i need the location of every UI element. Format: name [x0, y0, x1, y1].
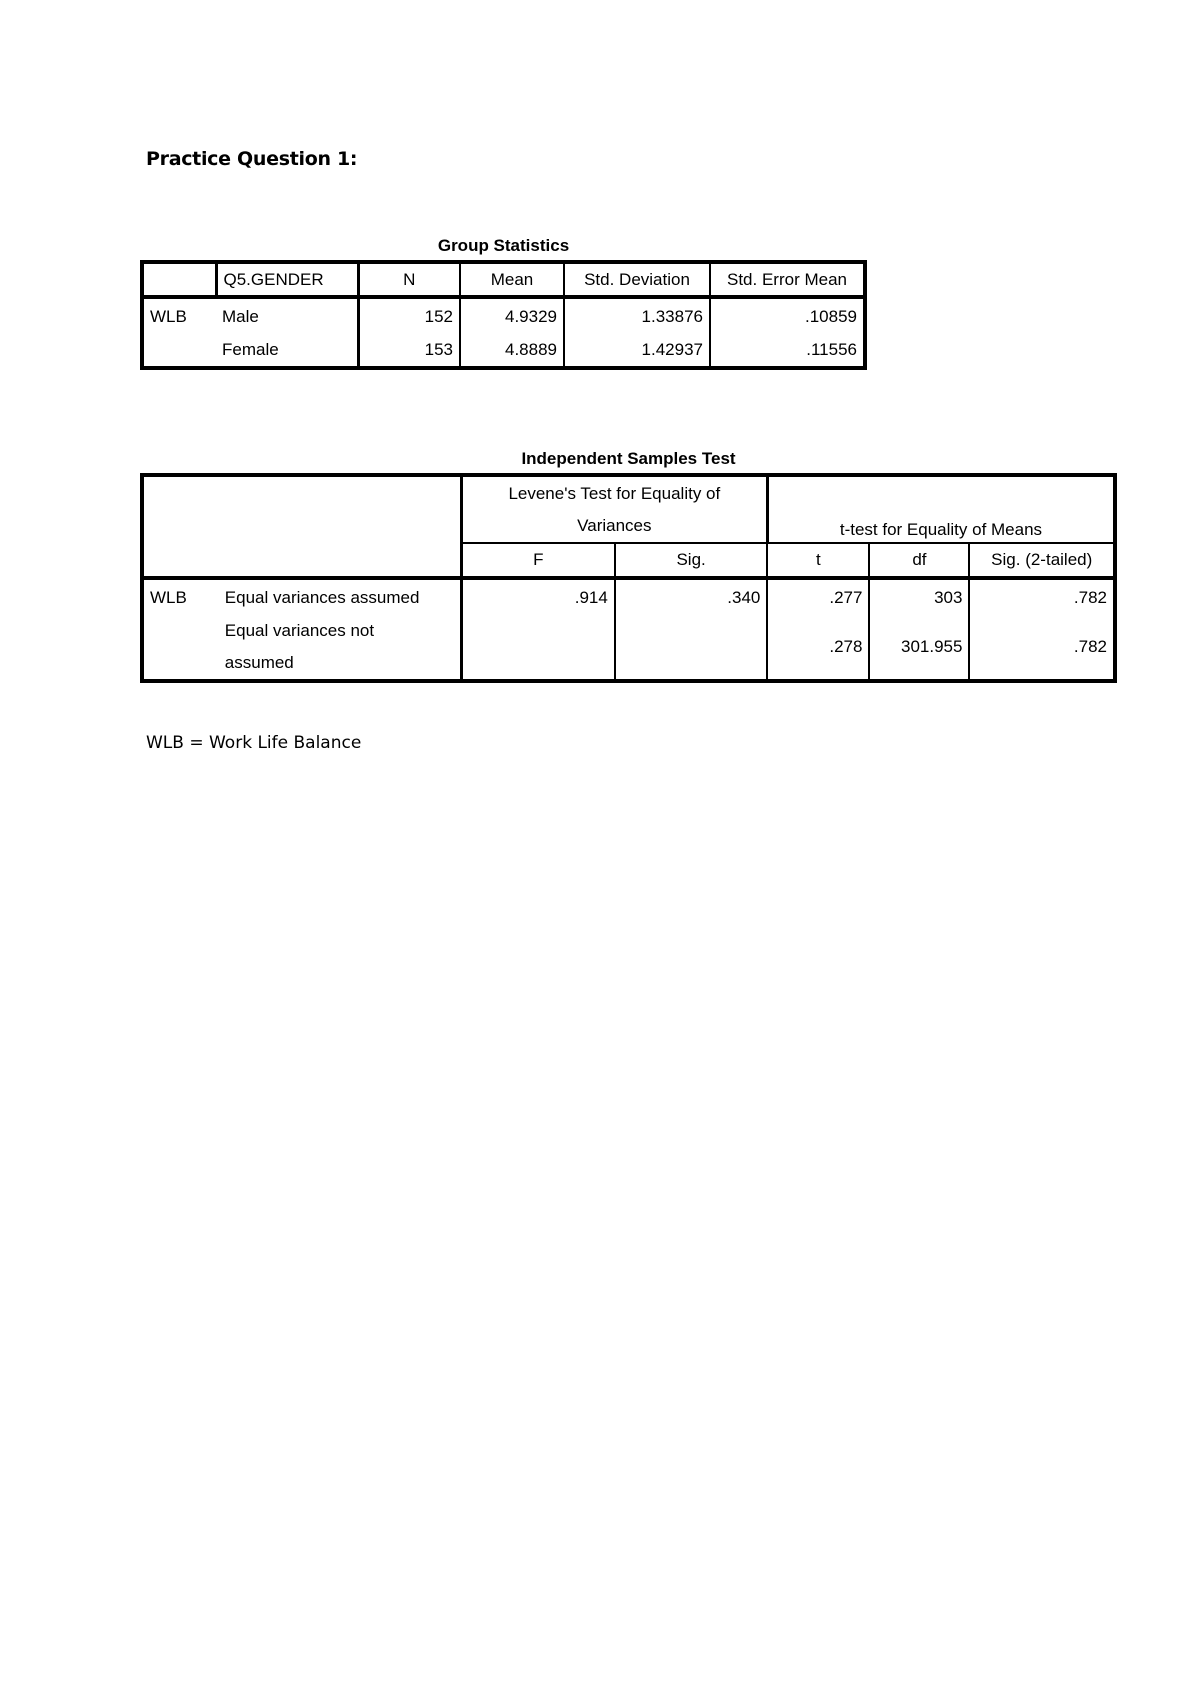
levene-header: Levene's Test for Equality of Variances — [461, 475, 767, 543]
mean-cell: 4.8889 — [460, 334, 564, 368]
independent-samples-test-title: Independent Samples Test — [521, 449, 736, 468]
group-cell: Male — [222, 306, 259, 326]
n-cell: 153 — [358, 334, 460, 368]
page-title: Practice Question 1: — [146, 148, 358, 170]
sig-cell — [615, 615, 768, 681]
footnote: WLB = Work Life Balance — [146, 733, 362, 753]
std-err-cell: .10859 — [710, 297, 865, 334]
table-row — [142, 297, 865, 334]
variable-cell — [142, 615, 219, 681]
subheader-cell: df — [869, 543, 969, 578]
header-cell: Mean — [460, 262, 564, 297]
std-dev-cell: 1.33876 — [564, 297, 710, 334]
header-cell: Std. Error Mean — [710, 262, 865, 297]
group-header-row — [142, 475, 1115, 543]
header-cell — [142, 262, 216, 297]
row-label-cell: Equal variances assumed — [224, 587, 420, 607]
subheader-cell: t — [767, 543, 869, 578]
mean-cell: 4.9329 — [460, 297, 564, 334]
group-statistics-title: Group Statistics — [437, 236, 570, 255]
group-statistics-header-row — [142, 262, 865, 297]
variable-cell: WLB — [150, 587, 187, 607]
df-cell: 303 — [869, 578, 969, 615]
f-cell — [461, 615, 615, 681]
f-cell: .914 — [461, 578, 615, 615]
variable-cell — [142, 334, 216, 368]
n-cell: 152 — [358, 297, 460, 334]
group-cell: Female — [222, 340, 279, 359]
df-cell: 301.955 — [869, 615, 969, 681]
header-cell: Q5.GENDER — [216, 262, 358, 297]
std-err-cell: .11556 — [710, 334, 865, 368]
variable-cell: WLB — [150, 306, 187, 326]
subheader-cell: Sig. — [615, 543, 768, 578]
header-cell: N — [358, 262, 460, 297]
independent-samples-test-table — [140, 473, 1117, 683]
sig2-cell: .782 — [969, 578, 1115, 615]
row-label-cell: Equal variances not assumed — [224, 621, 375, 672]
empty-corner-cell — [142, 475, 461, 578]
subheader-cell: Sig. (2-tailed) — [969, 543, 1115, 578]
table-row — [142, 334, 865, 368]
std-dev-cell: 1.42937 — [564, 334, 710, 368]
table-row — [142, 578, 1115, 615]
ttest-header: t-test for Equality of Means — [767, 475, 1115, 543]
sig2-cell: .782 — [969, 615, 1115, 681]
table-row — [142, 615, 1115, 681]
t-cell: .278 — [767, 615, 869, 681]
sig-cell: .340 — [615, 578, 768, 615]
t-cell: .277 — [767, 578, 869, 615]
group-statistics-table — [140, 260, 867, 370]
header-cell: Std. Deviation — [564, 262, 710, 297]
subheader-cell: F — [461, 543, 615, 578]
